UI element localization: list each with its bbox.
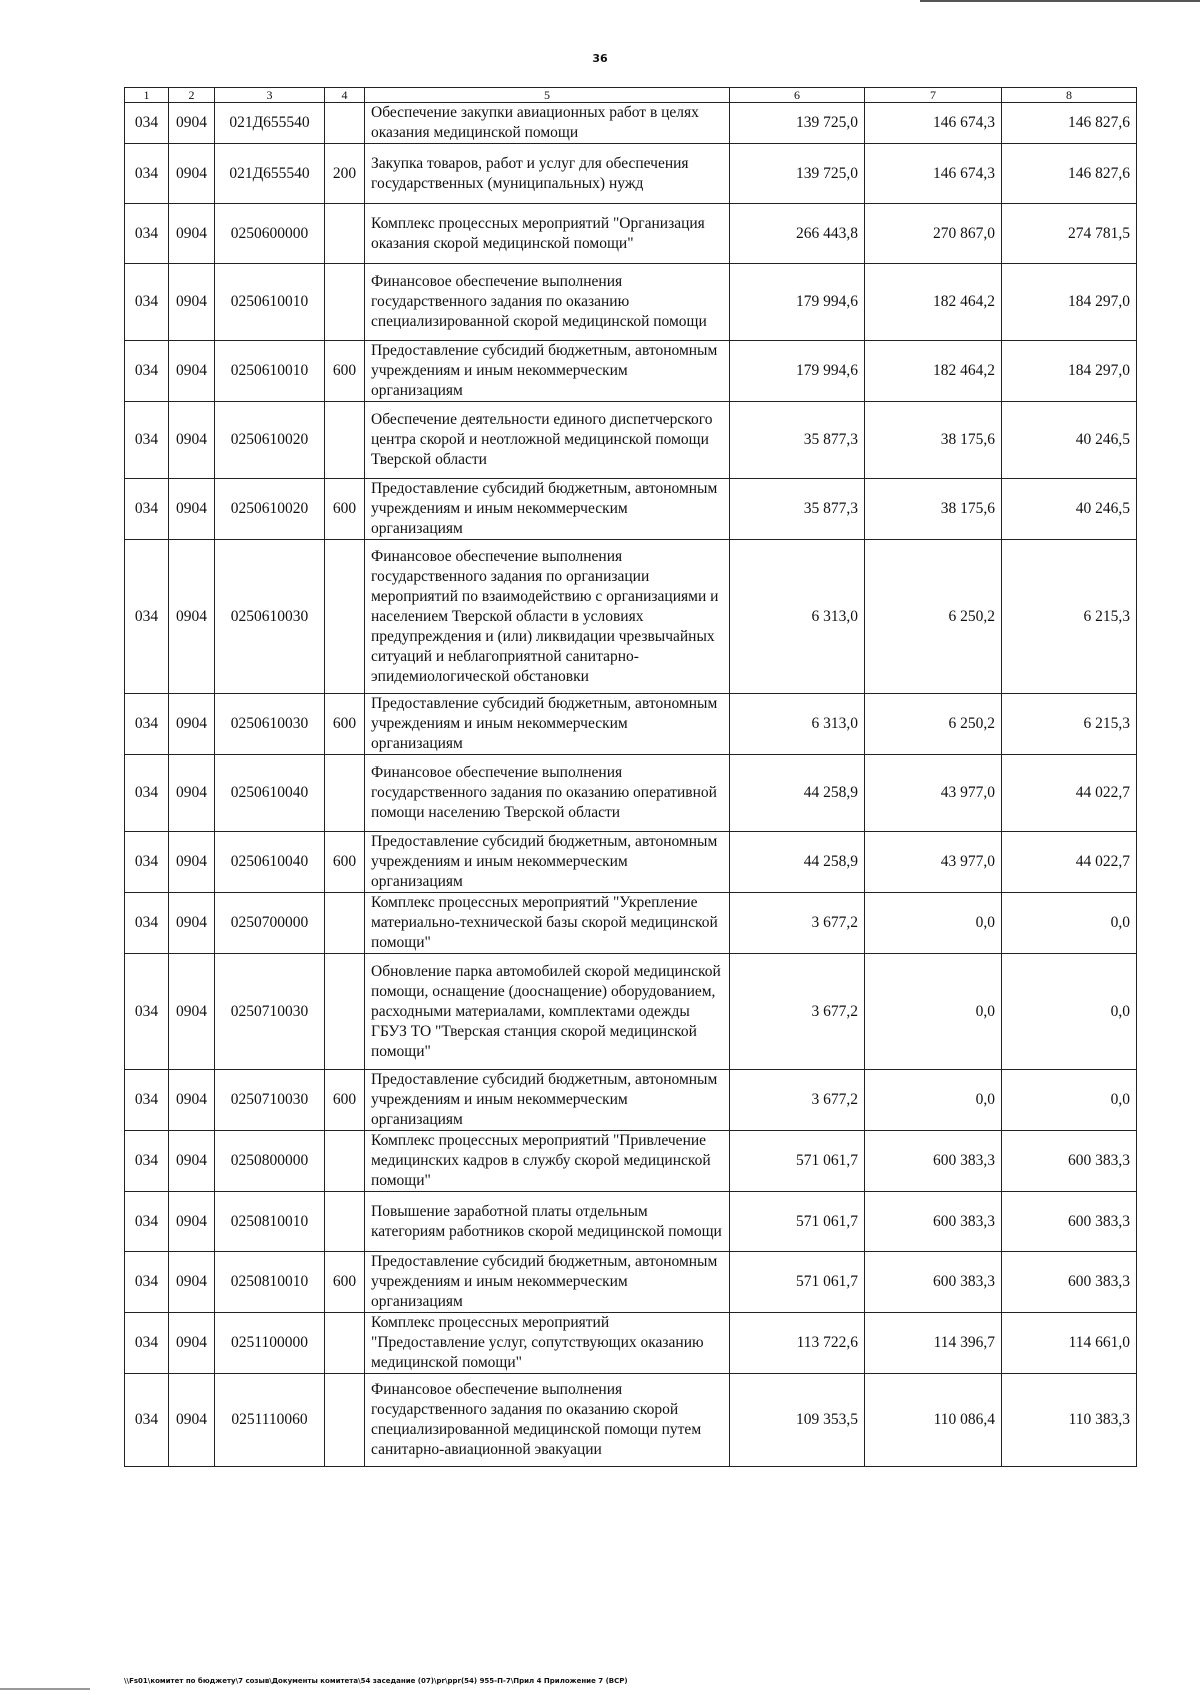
top-edge-line: [920, 0, 1200, 2]
row-amount-col6: 571 061,7: [730, 1131, 865, 1192]
row-section-code: 034: [125, 1070, 169, 1131]
row-amount-col7: 43 977,0: [865, 755, 1002, 832]
row-subsection-code: 0904: [169, 341, 215, 402]
row-amount-col6: 139 725,0: [730, 103, 865, 144]
row-section-code: 034: [125, 103, 169, 144]
row-amount-col6: 35 877,3: [730, 402, 865, 479]
row-description: Комплекс процессных мероприятий "Предоставление услуг, сопутствующих оказанию медицинской помощи": [365, 1313, 730, 1374]
row-amount-col7: 600 383,3: [865, 1131, 1002, 1192]
row-expense-type: [325, 1374, 365, 1467]
row-amount-col6: 44 258,9: [730, 755, 865, 832]
row-amount-col8: 44 022,7: [1002, 832, 1137, 893]
row-expense-type: 600: [325, 1252, 365, 1313]
row-section-code: 034: [125, 954, 169, 1070]
row-section-code: 034: [125, 893, 169, 954]
row-amount-col7: 38 175,6: [865, 479, 1002, 540]
row-description: Комплекс процессных мероприятий "Укрепление материально-технической базы скорой медицинской помощи": [365, 893, 730, 954]
row-subsection-code: 0904: [169, 103, 215, 144]
row-amount-col6: 113 722,6: [730, 1313, 865, 1374]
row-target-article: 0250600000: [215, 204, 325, 264]
col-header-3: 3: [215, 88, 325, 103]
row-amount-col8: 146 827,6: [1002, 144, 1137, 204]
table-row: [125, 264, 1137, 341]
row-expense-type: [325, 893, 365, 954]
table-row: [125, 694, 1137, 755]
row-description: Финансовое обеспечение выполнения государственного задания по оказанию оперативной помощи населению Тверской области: [365, 755, 730, 832]
row-amount-col7: 182 464,2: [865, 341, 1002, 402]
row-amount-col8: 6 215,3: [1002, 694, 1137, 755]
row-description: Предоставление субсидий бюджетным, автономным учреждениям и иным некоммерческим организациям: [365, 694, 730, 755]
row-target-article: 0251110060: [215, 1374, 325, 1467]
row-subsection-code: 0904: [169, 479, 215, 540]
table-row: [125, 204, 1137, 264]
row-amount-col6: 6 313,0: [730, 694, 865, 755]
row-description: Предоставление субсидий бюджетным, автономным учреждениям и иным некоммерческим организациям: [365, 1252, 730, 1313]
row-amount-col8: 184 297,0: [1002, 264, 1137, 341]
scan-edge-mark: [0, 1688, 90, 1690]
col-header-1: 1: [125, 88, 169, 103]
col-header-2: 2: [169, 88, 215, 103]
row-amount-col8: 0,0: [1002, 1070, 1137, 1131]
row-target-article: 0250610020: [215, 402, 325, 479]
row-target-article: 0250810010: [215, 1192, 325, 1252]
row-target-article: 0250610010: [215, 264, 325, 341]
row-amount-col8: 274 781,5: [1002, 204, 1137, 264]
table-row: [125, 954, 1137, 1070]
row-amount-col7: 6 250,2: [865, 540, 1002, 694]
row-expense-type: 600: [325, 479, 365, 540]
row-target-article: 0250610020: [215, 479, 325, 540]
row-expense-type: [325, 402, 365, 479]
row-amount-col7: 600 383,3: [865, 1192, 1002, 1252]
table-row: [125, 540, 1137, 694]
row-amount-col7: 146 674,3: [865, 103, 1002, 144]
row-amount-col6: 571 061,7: [730, 1192, 865, 1252]
table-row: [125, 144, 1137, 204]
row-section-code: 034: [125, 1252, 169, 1313]
table-row: [125, 1131, 1137, 1192]
row-description: Предоставление субсидий бюджетным, автономным учреждениям и иным некоммерческим организациям: [365, 479, 730, 540]
row-expense-type: [325, 1131, 365, 1192]
table-row: [125, 479, 1137, 540]
row-section-code: 034: [125, 341, 169, 402]
row-expense-type: [325, 204, 365, 264]
row-subsection-code: 0904: [169, 1252, 215, 1313]
row-amount-col8: 146 827,6: [1002, 103, 1137, 144]
row-section-code: 034: [125, 402, 169, 479]
table-row: [125, 832, 1137, 893]
row-subsection-code: 0904: [169, 1192, 215, 1252]
row-description: Предоставление субсидий бюджетным, автономным учреждениям и иным некоммерческим организациям: [365, 832, 730, 893]
row-description: Обновление парка автомобилей скорой медицинской помощи, оснащение (дооснащение) оборудованием, расходными материалами, комплектами одежды ГБУЗ ТО "Тверская станция скорой медицинской помощи": [365, 954, 730, 1070]
row-description: Обеспечение деятельности единого диспетчерского центра скорой и неотложной медицинской помощи Тверской области: [365, 402, 730, 479]
row-amount-col8: 0,0: [1002, 954, 1137, 1070]
row-amount-col6: 6 313,0: [730, 540, 865, 694]
row-target-article: 0250610040: [215, 755, 325, 832]
row-amount-col6: 179 994,6: [730, 264, 865, 341]
row-section-code: 034: [125, 204, 169, 264]
row-expense-type: [325, 1313, 365, 1374]
col-header-5: 5: [365, 88, 730, 103]
row-expense-type: 600: [325, 694, 365, 755]
row-expense-type: [325, 954, 365, 1070]
row-section-code: 034: [125, 694, 169, 755]
row-expense-type: [325, 755, 365, 832]
page-number: 36: [592, 52, 608, 65]
row-amount-col8: 44 022,7: [1002, 755, 1137, 832]
row-section-code: 034: [125, 755, 169, 832]
row-amount-col7: 0,0: [865, 954, 1002, 1070]
row-amount-col6: 571 061,7: [730, 1252, 865, 1313]
row-amount-col6: 139 725,0: [730, 144, 865, 204]
row-subsection-code: 0904: [169, 755, 215, 832]
row-target-article: 0250710030: [215, 954, 325, 1070]
row-amount-col6: 179 994,6: [730, 341, 865, 402]
row-description: Финансовое обеспечение выполнения государственного задания по оказанию специализированной скорой медицинской помощи: [365, 264, 730, 341]
row-target-article: 0250700000: [215, 893, 325, 954]
row-subsection-code: 0904: [169, 204, 215, 264]
row-subsection-code: 0904: [169, 264, 215, 341]
table-row: [125, 341, 1137, 402]
row-target-article: 0250610040: [215, 832, 325, 893]
row-amount-col8: 600 383,3: [1002, 1131, 1137, 1192]
row-amount-col6: 35 877,3: [730, 479, 865, 540]
row-description: Финансовое обеспечение выполнения государственного задания по оказанию скорой специализированной медицинской помощи путем санитарно-авиационной эвакуации: [365, 1374, 730, 1467]
row-amount-col6: 266 443,8: [730, 204, 865, 264]
row-amount-col8: 184 297,0: [1002, 341, 1137, 402]
row-description: Предоставление субсидий бюджетным, автономным учреждениям и иным некоммерческим организациям: [365, 1070, 730, 1131]
row-subsection-code: 0904: [169, 1313, 215, 1374]
row-amount-col7: 182 464,2: [865, 264, 1002, 341]
row-amount-col8: 0,0: [1002, 893, 1137, 954]
budget-table: [124, 87, 1137, 1467]
table-row: [125, 103, 1137, 144]
row-section-code: 034: [125, 1313, 169, 1374]
row-description: Обеспечение закупки авиационных работ в целях оказания медицинской помощи: [365, 103, 730, 144]
row-expense-type: 600: [325, 1070, 365, 1131]
row-section-code: 034: [125, 1131, 169, 1192]
table-row: [125, 1252, 1137, 1313]
row-amount-col7: 38 175,6: [865, 402, 1002, 479]
col-header-4: 4: [325, 88, 365, 103]
row-target-article: 021Д655540: [215, 144, 325, 204]
header-row: [125, 88, 1137, 103]
row-target-article: 0250810010: [215, 1252, 325, 1313]
row-section-code: 034: [125, 1374, 169, 1467]
row-amount-col8: 40 246,5: [1002, 479, 1137, 540]
row-amount-col8: 600 383,3: [1002, 1252, 1137, 1313]
row-amount-col7: 114 396,7: [865, 1313, 1002, 1374]
row-expense-type: 600: [325, 341, 365, 402]
row-target-article: 0250610030: [215, 694, 325, 755]
row-target-article: 0250710030: [215, 1070, 325, 1131]
row-subsection-code: 0904: [169, 540, 215, 694]
row-target-article: 021Д655540: [215, 103, 325, 144]
row-expense-type: [325, 264, 365, 341]
row-description: Закупка товаров, работ и услуг для обеспечения государственных (муниципальных) нужд: [365, 144, 730, 204]
row-section-code: 034: [125, 832, 169, 893]
row-amount-col7: 43 977,0: [865, 832, 1002, 893]
row-target-article: 0251100000: [215, 1313, 325, 1374]
table-row: [125, 1313, 1137, 1374]
row-amount-col7: 6 250,2: [865, 694, 1002, 755]
col-header-7: 7: [865, 88, 1002, 103]
row-section-code: 034: [125, 264, 169, 341]
table-row: [125, 1374, 1137, 1467]
row-description: Повышение заработной платы отдельным категориям работников скорой медицинской помощи: [365, 1192, 730, 1252]
row-expense-type: [325, 103, 365, 144]
row-amount-col8: 110 383,3: [1002, 1374, 1137, 1467]
row-subsection-code: 0904: [169, 893, 215, 954]
row-subsection-code: 0904: [169, 694, 215, 755]
row-expense-type: [325, 540, 365, 694]
table-row: [125, 893, 1137, 954]
row-section-code: 034: [125, 1192, 169, 1252]
row-subsection-code: 0904: [169, 954, 215, 1070]
row-amount-col8: 114 661,0: [1002, 1313, 1137, 1374]
row-subsection-code: 0904: [169, 832, 215, 893]
row-target-article: 0250610030: [215, 540, 325, 694]
row-section-code: 034: [125, 479, 169, 540]
row-amount-col7: 146 674,3: [865, 144, 1002, 204]
row-description: Комплекс процессных мероприятий "Привлечение медицинских кадров в службу скорой медицинской помощи": [365, 1131, 730, 1192]
row-amount-col6: 3 677,2: [730, 954, 865, 1070]
row-amount-col6: 109 353,5: [730, 1374, 865, 1467]
row-expense-type: 200: [325, 144, 365, 204]
row-expense-type: 600: [325, 832, 365, 893]
table-row: [125, 402, 1137, 479]
table-row: [125, 1070, 1137, 1131]
row-amount-col7: 0,0: [865, 1070, 1002, 1131]
row-amount-col6: 44 258,9: [730, 832, 865, 893]
file-path-footer: \\Fs01\комитет по бюджету\7 созыв\Документы комитета\54 заседание (07)\pr\ppr(54) 955-П-7\Прил 4 Приложение 7 (ВСР): [124, 1677, 628, 1685]
row-section-code: 034: [125, 540, 169, 694]
row-subsection-code: 0904: [169, 1070, 215, 1131]
row-expense-type: [325, 1192, 365, 1252]
table-row: [125, 1192, 1137, 1252]
row-amount-col7: 600 383,3: [865, 1252, 1002, 1313]
row-description: Комплекс процессных мероприятий "Организация оказания скорой медицинской помощи": [365, 204, 730, 264]
row-amount-col7: 0,0: [865, 893, 1002, 954]
row-subsection-code: 0904: [169, 1131, 215, 1192]
row-amount-col6: 3 677,2: [730, 893, 865, 954]
row-amount-col8: 40 246,5: [1002, 402, 1137, 479]
row-section-code: 034: [125, 144, 169, 204]
row-target-article: 0250800000: [215, 1131, 325, 1192]
col-header-8: 8: [1002, 88, 1137, 103]
row-target-article: 0250610010: [215, 341, 325, 402]
row-amount-col6: 3 677,2: [730, 1070, 865, 1131]
row-subsection-code: 0904: [169, 1374, 215, 1467]
row-amount-col7: 270 867,0: [865, 204, 1002, 264]
row-amount-col7: 110 086,4: [865, 1374, 1002, 1467]
row-description: Финансовое обеспечение выполнения государственного задания по организации мероприятий по взаимодействию с организациями и населением Тверской области в условиях предупреждения и (или) ликвидации чрезвычайных ситуаций и неблагоприятной санитарно-эпидемиологической обстановки: [365, 540, 730, 694]
col-header-6: 6: [730, 88, 865, 103]
row-amount-col8: 600 383,3: [1002, 1192, 1137, 1252]
row-subsection-code: 0904: [169, 402, 215, 479]
table-row: [125, 755, 1137, 832]
row-subsection-code: 0904: [169, 144, 215, 204]
row-amount-col8: 6 215,3: [1002, 540, 1137, 694]
row-description: Предоставление субсидий бюджетным, автономным учреждениям и иным некоммерческим организациям: [365, 341, 730, 402]
